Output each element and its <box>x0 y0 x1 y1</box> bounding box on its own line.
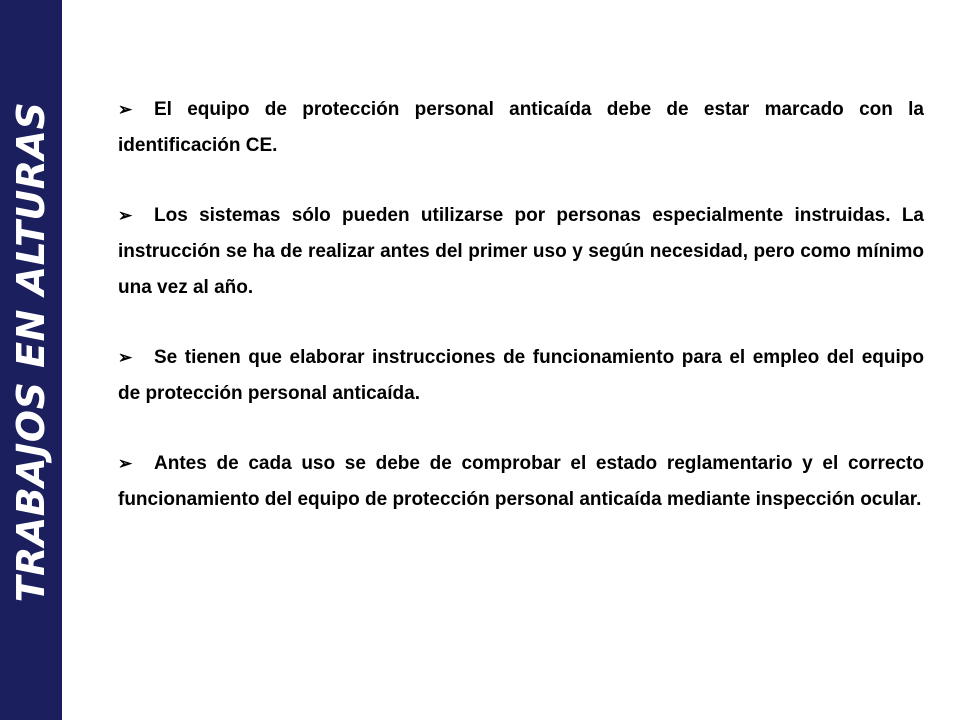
bullet-text: Los sistemas sólo pueden utilizarse por personas especialmente instruidas. La instrucción se ha de realizar antes del primer uso y según necesidad, pero como mínimo una vez al año. <box>118 205 924 298</box>
side-band <box>0 0 62 720</box>
arrow-right-icon: ➢ <box>118 100 133 119</box>
arrow-right-icon: ➢ <box>118 348 133 367</box>
arrow-right-icon: ➢ <box>118 206 133 225</box>
bullet-text: Antes de cada uso se debe de comprobar el estado reglamentario y el correcto funcionamiento del equipo de protección personal anticaída mediante inspección ocular. <box>118 453 924 510</box>
bullet-item <box>118 340 924 412</box>
bullet-text: El equipo de protección personal anticaída debe de estar marcado con la identificación CE. <box>118 99 924 156</box>
side-title: TRABAJOS EN ALTURAS <box>9 101 53 603</box>
bullet-item <box>118 92 924 164</box>
arrow-right-icon: ➢ <box>118 454 133 473</box>
bullet-item <box>118 198 924 306</box>
bullet-list <box>118 92 924 552</box>
bullet-item <box>118 446 924 518</box>
bullet-text: Se tienen que elaborar instrucciones de funcionamiento para el empleo del equipo de protección personal anticaída. <box>118 347 924 404</box>
